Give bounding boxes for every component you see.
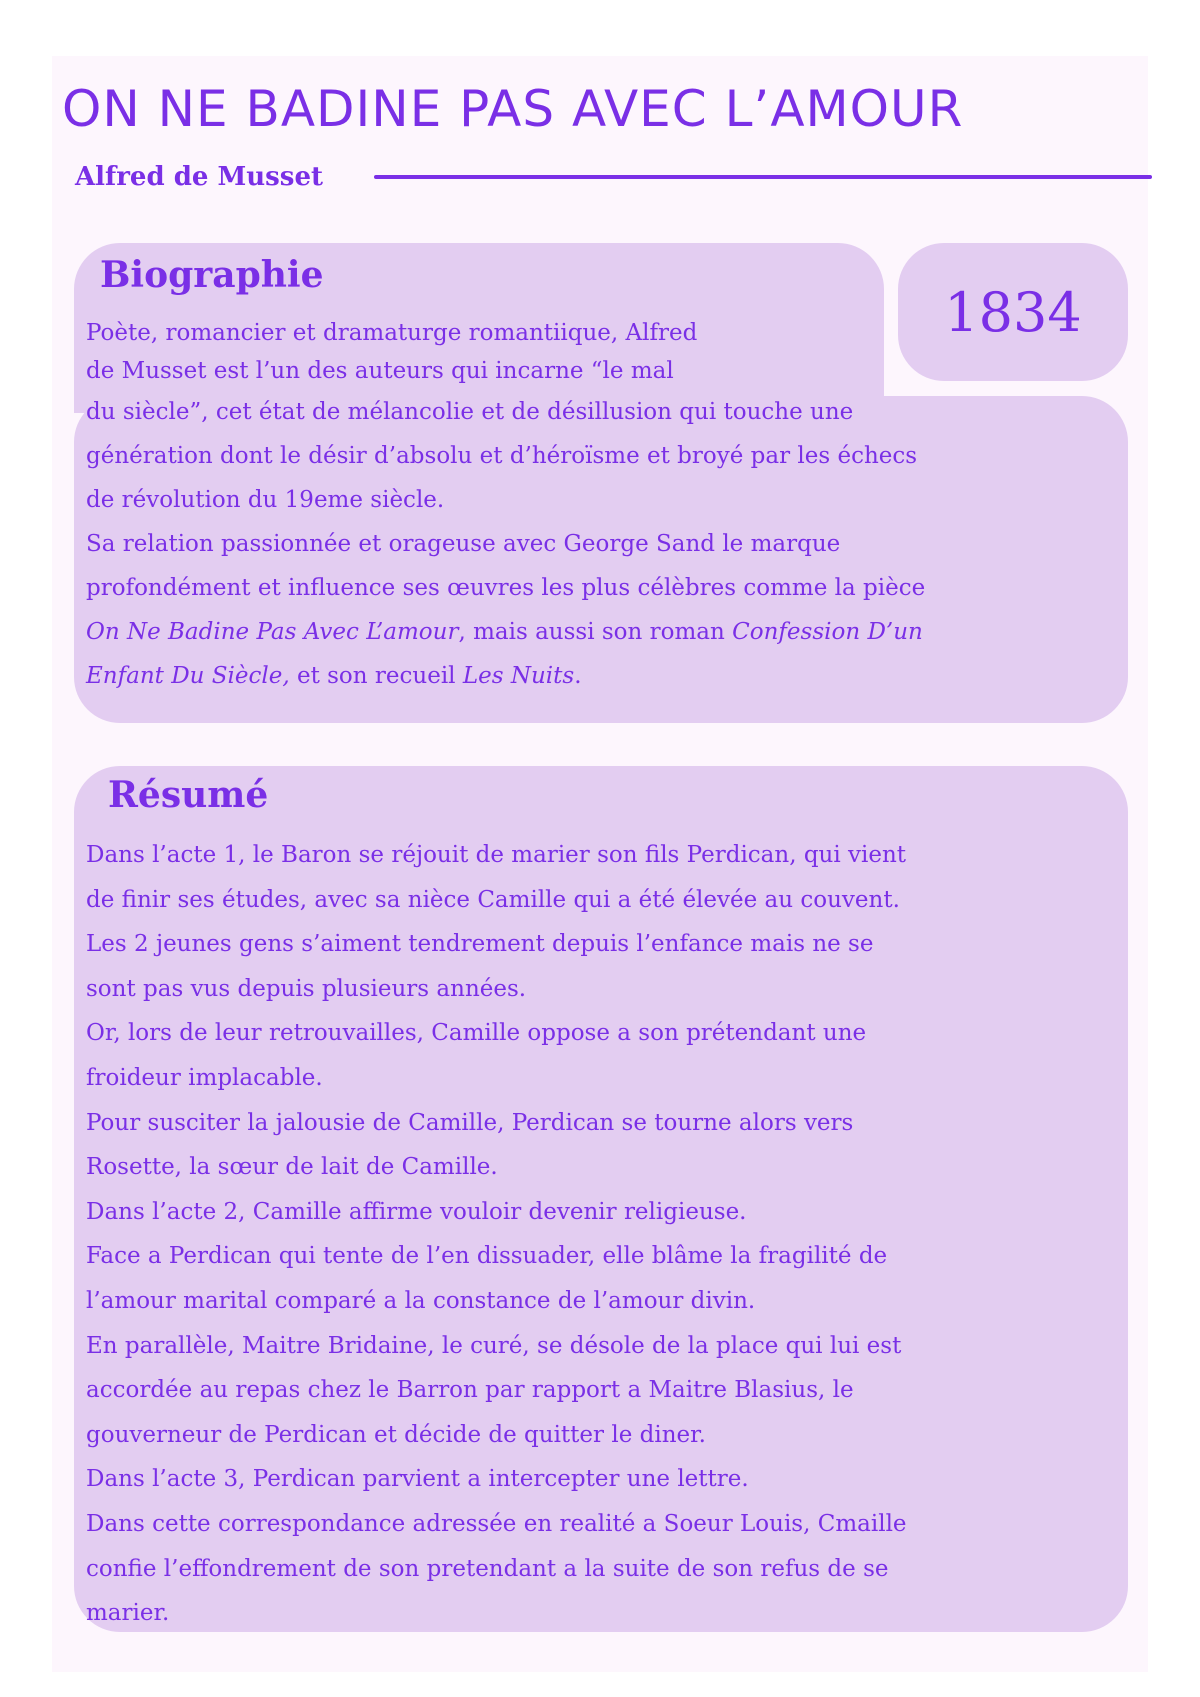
text-run: Dans l’acte 3, Perdican parvient a intercepter une lettre. xyxy=(86,1466,749,1493)
text-run: Rosette, la sœur de lait de Camille. xyxy=(86,1154,498,1181)
text-run: confie l’effondrement de son pretendant a la suite de son refus de se xyxy=(86,1555,889,1582)
biography-text xyxy=(86,314,925,698)
text-run: , mais aussi son roman xyxy=(458,619,733,645)
text-line xyxy=(86,390,925,434)
text-line xyxy=(86,1056,907,1101)
text-run: Dans l’acte 1, le Baron se réjouit de marier son fils Perdican, qui vient xyxy=(86,842,907,868)
text-line xyxy=(86,922,907,967)
text-run: Les 2 jeunes gens s’aiment tendrement depuis l’enfance mais ne se xyxy=(86,931,874,958)
author-divider xyxy=(374,175,1152,179)
work-title: Enfant Du Siècle, xyxy=(86,663,290,689)
author-name: Alfred de Musset xyxy=(75,162,323,192)
text-run: accordée au repas chez le Barron par rapport a Maitre Blasius, le xyxy=(86,1377,854,1404)
year-badge: 1834 xyxy=(898,243,1128,381)
text-line xyxy=(86,1413,907,1458)
text-line xyxy=(86,478,925,522)
text-run: sont pas vus depuis plusieurs années. xyxy=(86,975,527,1002)
text-line xyxy=(86,522,925,566)
text-run: Dans cette correspondance adressée en realité a Soeur Louis, Cmaille xyxy=(86,1510,907,1537)
text-line xyxy=(86,967,907,1012)
text-run: Face a Perdican qui tente de l’en dissuader, elle blâme la fragilité de xyxy=(86,1243,888,1270)
text-run: En parallèle, Maitre Bridaine, le curé, se désole de la place qui lui est xyxy=(86,1332,902,1359)
page-title: ON NE BADINE PAS AVEC L’AMOUR xyxy=(62,80,964,138)
text-line xyxy=(86,1591,907,1636)
text-line xyxy=(86,878,907,923)
text-line xyxy=(86,1190,907,1235)
text-line xyxy=(86,434,925,478)
work-title: On Ne Badine Pas Avec L’amour xyxy=(86,619,459,645)
text-line xyxy=(86,654,925,698)
text-run: de finir ses études, avec sa nièce Camille qui a été élevée au couvent. xyxy=(86,886,900,913)
text-line xyxy=(86,1457,907,1502)
text-run: gouverneur de Perdican et décide de quitter le diner. xyxy=(86,1421,706,1448)
text-run: Or, lors de leur retrouvailles, Camille oppose a son prétendant une xyxy=(86,1020,867,1047)
text-run: marier. xyxy=(86,1600,170,1627)
resume-text xyxy=(86,833,907,1636)
resume-heading: Résumé xyxy=(108,774,269,816)
text-run: de révolution du 19eme siècle. xyxy=(86,487,445,513)
text-line xyxy=(86,566,925,610)
text-line xyxy=(86,833,907,878)
text-line xyxy=(86,1101,907,1146)
text-run: Poète, romancier et dramaturge romantiique, Alfred xyxy=(86,320,698,346)
text-line xyxy=(86,1145,907,1190)
text-line xyxy=(86,1368,907,1413)
text-line xyxy=(86,1502,907,1547)
text-line xyxy=(86,1011,907,1056)
text-line xyxy=(86,1324,907,1369)
text-run: . xyxy=(574,663,582,689)
work-title: Les Nuits xyxy=(462,663,575,689)
text-run: génération dont le désir d’absolu et d’héroïsme et broyé par les échecs xyxy=(86,443,918,469)
text-line xyxy=(86,314,925,352)
text-line xyxy=(86,610,925,654)
text-run: profondément et influence ses œuvres les plus célèbres comme la pièce xyxy=(86,575,926,601)
text-run: Dans l’acte 2, Camille affirme vouloir devenir religieuse. xyxy=(86,1198,747,1225)
text-run: Pour susciter la jalousie de Camille, Perdican se tourne alors vers xyxy=(86,1109,854,1136)
text-line xyxy=(86,1547,907,1592)
text-run: l’amour marital comparé a la constance de l’amour divin. xyxy=(86,1287,756,1314)
work-title: Confession D’un xyxy=(732,619,923,645)
text-run: froideur implacable. xyxy=(86,1064,323,1091)
text-run: et son recueil xyxy=(289,663,463,689)
text-run: de Musset est l’un des auteurs qui incarne “le mal xyxy=(86,358,674,384)
text-line xyxy=(86,1279,907,1324)
text-run: Sa relation passionnée et orageuse avec George Sand le marque xyxy=(86,531,841,557)
biography-heading: Biographie xyxy=(100,254,324,296)
text-line xyxy=(86,352,925,390)
text-line xyxy=(86,1234,907,1279)
text-run: du siècle”, cet état de mélancolie et de désillusion qui touche une xyxy=(86,399,854,425)
